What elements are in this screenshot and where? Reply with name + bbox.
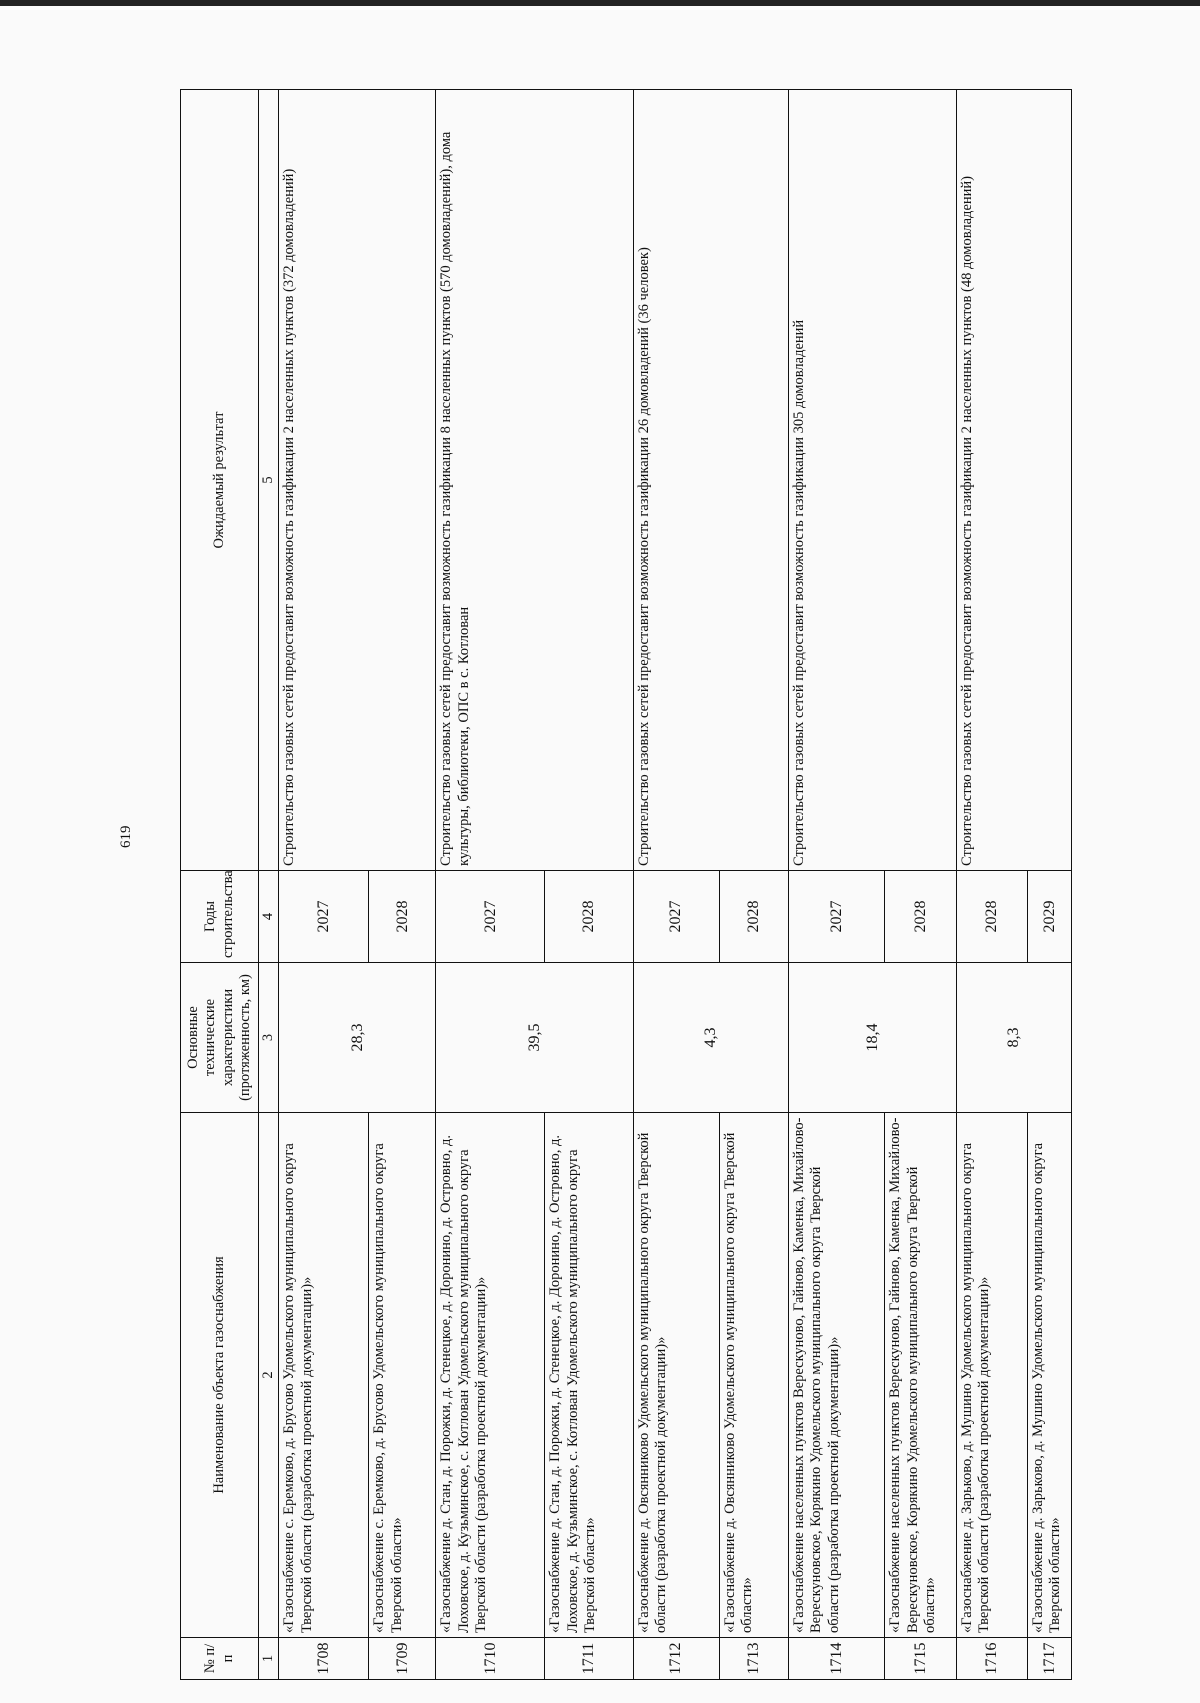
expected-result: Строительство газовых сетей предоставит возможность газификации 26 домовладений (36 человек) bbox=[633, 90, 788, 871]
row-number: 1710 bbox=[436, 1638, 545, 1680]
object-name: «Газоснабжение с. Еремково, д. Брусово Удомельского муниципального округа Тверской области (разработка проектной документации)» bbox=[279, 1113, 369, 1638]
row-number: 1712 bbox=[633, 1638, 719, 1680]
column-number: 2 bbox=[259, 1113, 279, 1638]
expected-result: Строительство газовых сетей предоставит возможность газификации 8 населенных пунктов (570 домовладений), дома культуры, библиотеки, ОПС в с. Котлован bbox=[436, 90, 633, 871]
header-name: Наименование объекта газоснабжения bbox=[181, 1113, 259, 1638]
expected-result: Строительство газовых сетей предоставит возможность газификации 305 домовладений bbox=[788, 90, 956, 871]
construction-year: 2029 bbox=[1027, 871, 1071, 963]
construction-year: 2028 bbox=[545, 871, 633, 963]
construction-year: 2027 bbox=[279, 871, 369, 963]
object-name: «Газоснабжение д. Зарьково, д. Мушино Удомельского муниципального округа Тверской области» bbox=[1027, 1113, 1071, 1638]
object-name: «Газоснабжение населенных пунктов Верескуново, Гайново, Каменка, Михайлово-Верескуновское, Корякино Удомельского муниципального округа Тверской области (разработка проектной документации)» bbox=[788, 1113, 884, 1638]
row-number: 1715 bbox=[885, 1638, 956, 1680]
pipeline-length: 28,3 bbox=[279, 963, 436, 1113]
construction-year: 2028 bbox=[369, 871, 436, 963]
column-number: 5 bbox=[259, 90, 279, 871]
pipeline-length: 4,3 bbox=[633, 963, 788, 1113]
column-number: 1 bbox=[259, 1638, 279, 1680]
object-name: «Газоснабжение д. Овсянниково Удомельского муниципального округа Тверской области» bbox=[719, 1113, 788, 1638]
object-name: «Газоснабжение с. Еремково, д. Брусово Удомельского муниципального округа Тверской области» bbox=[369, 1113, 436, 1638]
header-tech: Основные технические характеристики (протяженность, км) bbox=[181, 963, 259, 1113]
row-number: 1713 bbox=[719, 1638, 788, 1680]
table-row bbox=[633, 90, 719, 1680]
header-years: Годы строительства bbox=[181, 871, 259, 963]
table-row bbox=[436, 90, 545, 1680]
pipeline-length: 18,4 bbox=[788, 963, 956, 1113]
row-number: 1709 bbox=[369, 1638, 436, 1680]
pipeline-length: 8,3 bbox=[956, 963, 1071, 1113]
scan-edge bbox=[0, 0, 1200, 6]
construction-year: 2028 bbox=[719, 871, 788, 963]
object-name: «Газоснабжение населенных пунктов Верескуново, Гайново, Каменка, Михайлово-Верескуновское, Корякино Удомельского муниципального округа Тверской области» bbox=[885, 1113, 956, 1638]
construction-year: 2027 bbox=[436, 871, 545, 963]
header-result: Ожидаемый результат bbox=[181, 90, 259, 871]
page-number: 619 bbox=[118, 825, 134, 848]
table-row bbox=[956, 90, 1027, 1680]
table-row bbox=[788, 90, 884, 1680]
construction-year: 2027 bbox=[788, 871, 884, 963]
row-number: 1717 bbox=[1027, 1638, 1071, 1680]
column-number-row bbox=[259, 90, 279, 1680]
column-number: 3 bbox=[259, 963, 279, 1113]
object-name: «Газоснабжение д. Стан, д. Порожки, д. Стенецкое, д. Доронино, д. Островно, д. Лоховское, д. Кузьминское, с. Котлован Удомельского муниципального округа Тверской области» bbox=[545, 1113, 633, 1638]
header-num: № п/п bbox=[181, 1638, 259, 1680]
pipeline-length: 39,5 bbox=[436, 963, 633, 1113]
header-row bbox=[181, 90, 259, 1680]
column-number: 4 bbox=[259, 871, 279, 963]
construction-year: 2027 bbox=[633, 871, 719, 963]
object-name: «Газоснабжение д. Стан, д. Порожки, д. Стенецкое, д. Доронино, д. Островно, д. Лоховское, д. Кузьминское, с. Котлован Удомельского муниципального округа Тверской области (разработка проектной документации)» bbox=[436, 1113, 545, 1638]
row-number: 1714 bbox=[788, 1638, 884, 1680]
object-name: «Газоснабжение д. Зарьково, д. Мушино Удомельского муниципального округа Тверской области (разработка проектной документации)» bbox=[956, 1113, 1027, 1638]
construction-year: 2028 bbox=[885, 871, 956, 963]
row-number: 1711 bbox=[545, 1638, 633, 1680]
construction-year: 2028 bbox=[956, 871, 1027, 963]
gas-supply-table bbox=[180, 89, 1072, 1680]
table-row bbox=[279, 90, 369, 1680]
expected-result: Строительство газовых сетей предоставит возможность газификации 2 населенных пунктов (372 домовладений) bbox=[279, 90, 436, 871]
expected-result: Строительство газовых сетей предоставит возможность газификации 2 населенных пунктов (48 домовладений) bbox=[956, 90, 1071, 871]
row-number: 1708 bbox=[279, 1638, 369, 1680]
object-name: «Газоснабжение д. Овсянниково Удомельского муниципального округа Тверской области (разработка проектной документации)» bbox=[633, 1113, 719, 1638]
gas-supply-table-sheet bbox=[180, 90, 1072, 1680]
row-number: 1716 bbox=[956, 1638, 1027, 1680]
